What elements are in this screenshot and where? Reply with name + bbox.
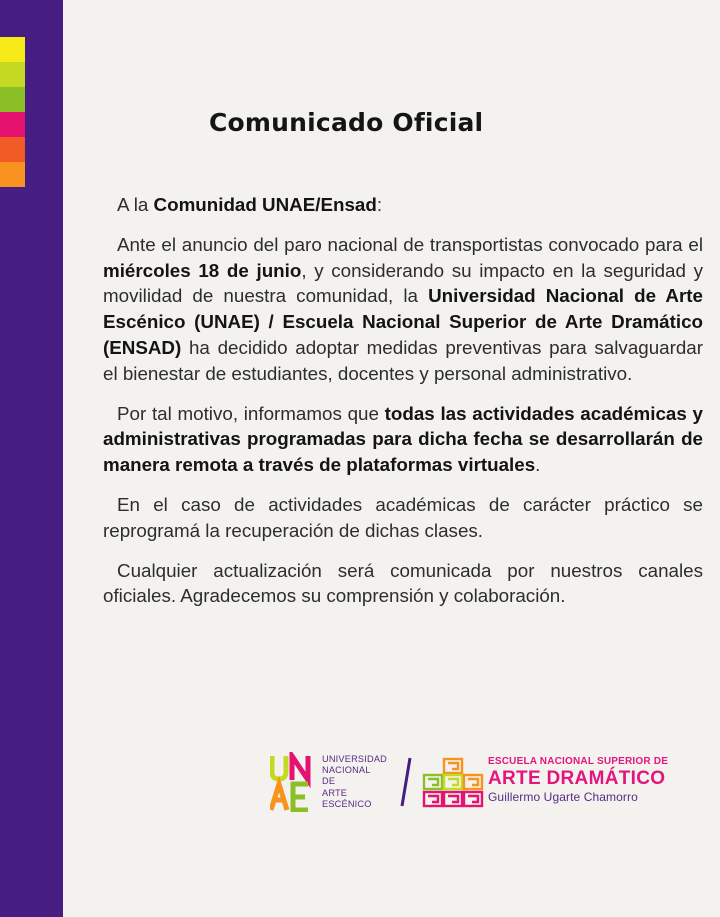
unae-line: UNIVERSIDAD <box>322 754 387 764</box>
page-title: Comunicado Oficial <box>209 108 484 137</box>
communique-body <box>103 192 703 623</box>
bold-text: todas las actividades académicas y administrativas programadas para dicha fecha se desarrollarán de manera remota a través de plataformas virtuales <box>103 402 703 476</box>
unae-line: NACIONAL <box>322 765 371 776</box>
unae-line: ESCÉNICO <box>322 798 372 809</box>
communique-page <box>63 0 720 917</box>
ensad-logo-line3: Guillermo Ugarte Chamorro <box>488 790 638 804</box>
bold-text: Comunidad UNAE/Ensad <box>153 194 377 215</box>
text-segment: Cualquier actualización será comunicada por nuestros canales oficiales. Agradecemos su comprensión y colaboración. <box>103 559 703 607</box>
color-swatch <box>0 37 25 62</box>
body-paragraph <box>103 492 703 544</box>
color-swatch <box>0 112 25 137</box>
body-paragraph <box>103 192 703 218</box>
text-segment: Ante el anuncio del paro nacional de transportistas convocado para el <box>117 233 703 255</box>
ensad-logo-line2: ARTE DRAMÁTICO <box>488 768 666 789</box>
ensad-logo-line1: ESCUELA NACIONAL SUPERIOR DE <box>488 756 669 767</box>
color-swatch <box>0 62 25 87</box>
color-swatch <box>0 87 25 112</box>
logos-footer <box>270 752 670 816</box>
logo-divider-slash <box>400 756 412 808</box>
text-segment: A la <box>117 194 154 215</box>
text-segment: . <box>535 454 541 476</box>
ensad-logo-icon <box>422 757 487 809</box>
unae-logo-text <box>322 754 392 810</box>
text-segment: Por tal motivo, informamos que <box>117 402 385 424</box>
unae-line: ARTE <box>322 787 348 798</box>
color-swatch <box>0 162 25 187</box>
color-swatch-strip <box>0 37 25 187</box>
color-swatch <box>0 137 25 162</box>
text-segment: ha decidido adoptar medidas preventivas para salvaguardar el bienestar de estudiantes, docentes y personal administrativo. <box>103 336 703 384</box>
text-segment: : <box>376 194 383 215</box>
body-paragraph <box>103 232 703 387</box>
purple-sidebar <box>0 0 63 917</box>
unae-logo-icon <box>270 752 322 812</box>
text-segment: En el caso de actividades académicas de carácter práctico se reprogramá la recuperación de dichas clases. <box>103 493 703 541</box>
body-paragraph <box>103 401 703 478</box>
unae-line: DE <box>322 776 336 787</box>
text-segment: , y considerando su impacto en la seguridad y movilidad de nuestra comunidad, la <box>103 259 703 307</box>
bold-text: Universidad Nacional de Arte Escénico (UNAE) / Escuela Nacional Superior de Arte Dramático (ENSAD) <box>103 285 703 358</box>
body-paragraph <box>103 558 703 610</box>
bold-text: miércoles 18 de junio <box>103 259 302 281</box>
